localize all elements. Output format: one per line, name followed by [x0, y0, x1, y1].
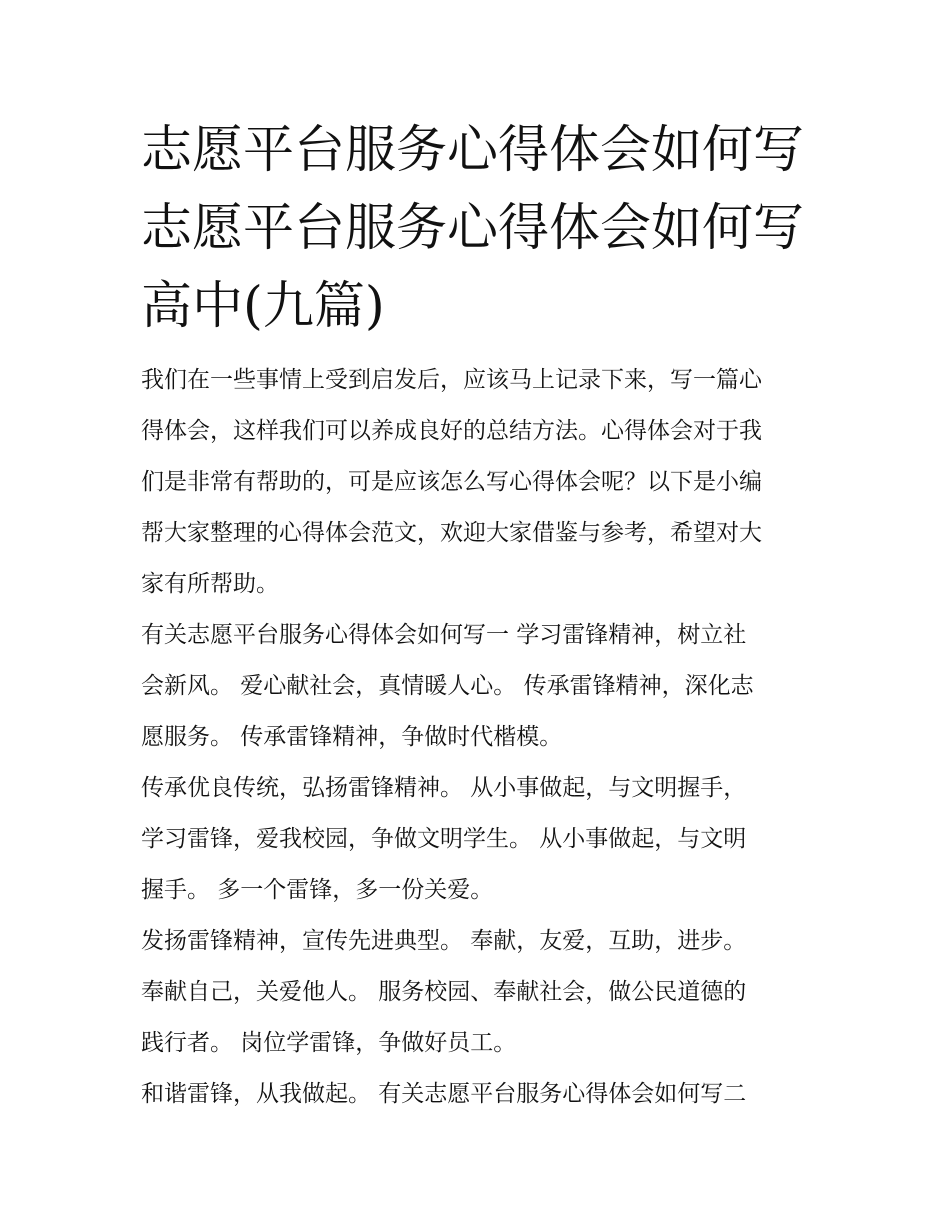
paragraph-slogans-2: [141, 763, 831, 916]
paragraph-slogans-3: [141, 916, 831, 1069]
paragraph-intro: [141, 355, 831, 610]
text-line: 得体会，这样我们可以养成良好的总结方法。心得体会对于我: [141, 418, 762, 444]
title-line: 志愿平台服务心得体会如何写: [141, 121, 805, 180]
text-line: 有关志愿平台服务心得体会如何写一 学习雷锋精神，树立社: [141, 622, 747, 648]
text-line: 愿服务。 传承雷锋精神，争做时代楷模。: [141, 724, 563, 750]
paragraph-slogans-4: [141, 1069, 831, 1120]
text-line: 传承优良传统，弘扬雷锋精神。 从小事做起，与文明握手，: [141, 775, 747, 801]
text-line: 握手。 多一个雷锋，多一份关爱。: [141, 877, 494, 903]
text-line: 们是非常有帮助的，可是应该怎么写心得体会呢？以下是小编: [141, 469, 762, 495]
text-line: 践行者。 岗位学雷锋，争做好员工。: [141, 1030, 517, 1056]
text-line: 帮大家整理的心得体会范文，欢迎大家借鉴与参考，希望对大: [141, 520, 762, 546]
paragraph-slogans-1: [141, 610, 831, 763]
title-line: 高中(九篇): [141, 277, 385, 336]
text-line: 家有所帮助。: [141, 571, 279, 597]
document-body: [141, 355, 831, 1120]
text-line: 奉献自己，关爱他人。 服务校园、奉献社会，做公民道德的: [141, 979, 747, 1005]
text-line: 我们在一些事情上受到启发后，应该马上记录下来，写一篇心: [141, 367, 762, 393]
text-line: 会新风。 爱心献社会，真情暖人心。 传承雷锋精神，深化志: [141, 673, 754, 699]
document-title: [141, 112, 821, 346]
text-line: 和谐雷锋，从我做起。 有关志愿平台服务心得体会如何写二: [141, 1081, 747, 1107]
text-line: 学习雷锋，爱我校园，争做文明学生。 从小事做起，与文明: [141, 826, 747, 852]
text-line: 发扬雷锋精神，宣传先进典型。 奉献，友爱，互助，进步。: [141, 928, 747, 954]
title-line: 志愿平台服务心得体会如何写: [141, 199, 805, 258]
